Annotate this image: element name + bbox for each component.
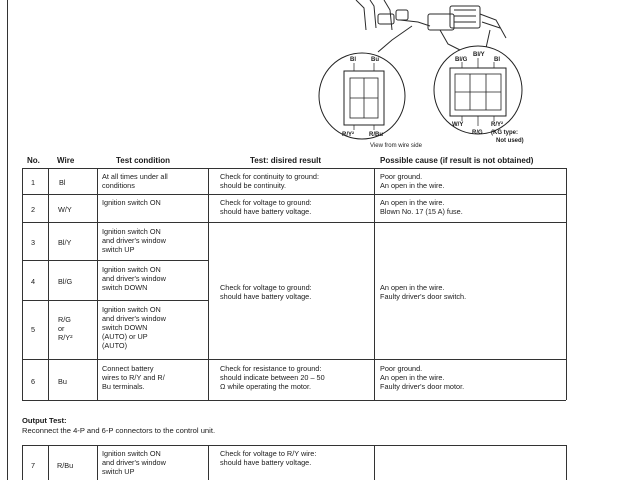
pin-label: Bu xyxy=(371,57,379,63)
row-4-wire: Bl/G xyxy=(58,277,73,286)
header-test-condition: Test condition xyxy=(116,156,171,165)
pin-label: W/Y xyxy=(452,122,464,128)
row-6-result: Check for resistance to ground: should indicate between 20 – 50 Ω while operating the motor. xyxy=(220,364,325,391)
row-6-wire: Bu xyxy=(58,377,67,386)
pin-label: R/G xyxy=(472,130,483,136)
row-6-cause: Poor ground. An open in the wire. Faulty driver's door motor. xyxy=(380,364,465,391)
rows-3-5-cause: An open in the wire. Faulty driver's door switch. xyxy=(380,283,467,301)
connector-note: (KG type: xyxy=(491,130,518,136)
row-1-result: Check for continuity to ground: should be continuity. xyxy=(220,172,319,190)
row-2-no: 2 xyxy=(31,205,36,214)
row-7-no: 7 xyxy=(31,461,36,470)
pin-label: Bl/Y xyxy=(473,52,485,58)
header-no: No. xyxy=(27,156,40,165)
header-wire: Wire xyxy=(57,156,75,165)
pin-label: R/Y² xyxy=(491,122,503,128)
output-test-instruction: Reconnect the 4-P and 6-P connectors to the control unit. xyxy=(22,426,216,435)
row-7-result: Check for voltage to R/Y wire: should have battery voltage. xyxy=(220,449,317,467)
connector-diagram xyxy=(300,0,640,150)
diagram-caption: View from wire side xyxy=(370,143,422,149)
output-test-title: Output Test: xyxy=(22,416,67,425)
connector-note: Not used) xyxy=(496,138,524,144)
row-3-condition: Ignition switch ON and driver's window switch UP xyxy=(102,227,166,254)
row-6-condition: Connect battery wires to R/Y and R/ Bu terminals. xyxy=(102,364,165,391)
row-7-condition: Ignition switch ON and driver's window switch UP xyxy=(102,449,166,476)
row-3-wire: Bl/Y xyxy=(58,238,72,247)
row-2-result: Check for voltage to ground: should have battery voltage. xyxy=(220,198,312,216)
row-1-wire: Bl xyxy=(59,178,66,187)
row-4-condition: Ignition switch ON and driver's window switch DOWN xyxy=(102,265,166,292)
row-4-no: 4 xyxy=(31,277,36,286)
row-3-no: 3 xyxy=(31,238,36,247)
row-6-no: 6 xyxy=(31,377,36,386)
pin-label: Bl xyxy=(350,57,356,63)
row-1-condition: At all times under all conditions xyxy=(102,172,168,190)
pin-label: Bl/G xyxy=(455,57,468,63)
row-2-condition: Ignition switch ON xyxy=(102,198,161,207)
pin-label: R/Y² xyxy=(342,132,354,138)
header-desired-result: Test: disired result xyxy=(250,156,321,165)
row-2-cause: An open in the wire. Blown No. 17 (15 A) fuse. xyxy=(380,198,463,216)
header-possible-cause: Possible cause (if result is not obtained) xyxy=(380,156,534,165)
pin-label: R/Bu xyxy=(369,132,383,138)
row-5-wire: R/G or R/Y² xyxy=(58,315,73,342)
row-2-wire: W/Y xyxy=(58,205,72,214)
row-5-no: 5 xyxy=(31,325,36,334)
rows-3-5-result: Check for voltage to ground: should have battery voltage. xyxy=(220,283,312,301)
4p-connector xyxy=(319,53,405,139)
page-left-border xyxy=(7,0,8,480)
row-1-cause: Poor ground. An open in the wire. xyxy=(380,172,445,190)
6p-connector xyxy=(434,46,524,144)
row-5-condition: Ignition switch ON and driver's window switch DOWN (AUTO) or UP (AUTO) xyxy=(102,305,166,350)
pin-label: Bl xyxy=(494,57,500,63)
row-1-no: 1 xyxy=(31,178,36,187)
row-7-wire: R/Bu xyxy=(57,461,74,470)
door-wiring-illustration xyxy=(356,0,506,52)
